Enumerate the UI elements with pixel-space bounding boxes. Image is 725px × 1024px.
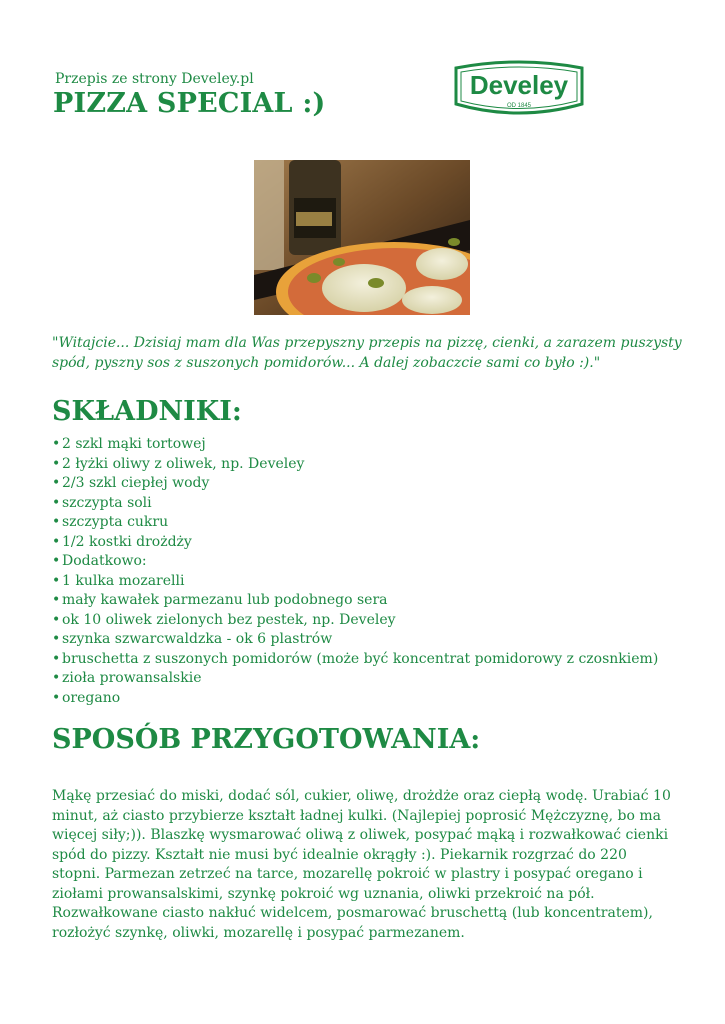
- ingredient-text: 1/2 kostki drożdży: [62, 533, 192, 550]
- ingredient-text: mały kawałek parmezanu lub podobnego sera: [62, 592, 388, 608]
- bullet-icon: •: [52, 611, 61, 628]
- list-item: [52, 689, 658, 709]
- ingredient-text: bruschetta z suszonych pomidorów (może być koncentrat pomidorowy z czosnkiem): [62, 650, 659, 667]
- ingredients-list: [52, 435, 658, 708]
- ingredient-text: 2/3 szkl ciepłej wody: [62, 475, 210, 491]
- ingredient-text: szczypta soli: [62, 494, 152, 511]
- ingredient-text: szynka szwarcwaldzka - ok 6 plastrów: [62, 631, 333, 647]
- source-line: Przepis ze strony Develey.pl: [55, 71, 254, 87]
- list-item: [52, 474, 658, 494]
- list-item: [52, 513, 658, 533]
- bullet-icon: •: [52, 475, 61, 491]
- list-item: [52, 611, 658, 631]
- bullet-icon: •: [52, 650, 61, 667]
- logo-subtext: OD 1845: [506, 103, 532, 109]
- ingredient-text: oregano: [62, 689, 121, 706]
- ingredients-heading: SKŁADNIKI:: [52, 396, 242, 427]
- intro-quote: "Witajcie... Dzisiaj mam dla Was przepyszny przepis na pizzę, cienki, a zarazem puszysty spód, pyszny sos z suszonych pomidorów... A dalej zobaczcie sami co było :).": [52, 335, 682, 371]
- bullet-icon: •: [52, 494, 61, 511]
- list-item: [52, 669, 658, 689]
- bullet-icon: •: [52, 514, 61, 530]
- bullet-icon: •: [52, 553, 61, 569]
- method-heading: SPOSÓB PRZYGOTOWANIA:: [52, 724, 481, 755]
- list-item: [52, 572, 658, 592]
- recipe-title: PIZZA SPECIAL :): [53, 88, 326, 119]
- bullet-icon: •: [52, 572, 61, 589]
- bullet-icon: •: [52, 436, 61, 452]
- list-item: [52, 552, 658, 572]
- list-item: [52, 435, 658, 455]
- ingredient-text: ok 10 oliwek zielonych bez pestek, np. Develey: [62, 611, 396, 628]
- bullet-icon: •: [52, 533, 61, 550]
- ingredient-text: Dodatkowo:: [62, 553, 147, 569]
- ingredient-text: szczypta cukru: [62, 514, 169, 530]
- ingredient-text: 2 łyżki oliwy z oliwek, np. Develey: [62, 455, 305, 472]
- list-item: [52, 533, 658, 553]
- bullet-icon: •: [52, 631, 61, 647]
- ingredient-text: 2 szkl mąki tortowej: [62, 436, 206, 452]
- list-item: [52, 455, 658, 475]
- logo-wordmark: Develey: [469, 70, 569, 100]
- list-item: [52, 650, 658, 670]
- list-item: [52, 591, 658, 611]
- method-text: Mąkę przesiać do miski, dodać sól, cukier, oliwę, drożdże oraz ciepłą wodę. Urabiać 10 minut, aż ciasto przybierze kształt ładnej kulki. (Najlepiej poprosić Mężczyznę, bo ma więcej siły;)). Blaszkę wysmarować oliwą z oliwek, posypać mąką i rozwałkować cienki spód do pizzy. Kształt nie musi być idealnie okrągły :). Piekarnik rozgrzać do 220 stopni. Parmezan zetrzeć na tarce, mozarellę pokroić w plastry i posypać oregano i ziołami prowansalskimi, szynkę pokroić wg uznania, oliwki przekroić na pół. Rozwałkowane ciasto nakłuć widelcem, posmarować bruschettą (lub koncentratem), rozłożyć szynkę, oliwki, mozarellę i posypać parmezanem.: [52, 788, 671, 941]
- ingredient-text: 1 kulka mozarelli: [62, 572, 185, 589]
- list-item: [52, 494, 658, 514]
- bullet-icon: •: [52, 670, 61, 686]
- bullet-icon: •: [52, 689, 61, 706]
- bullet-icon: •: [52, 455, 61, 472]
- list-item: [52, 630, 658, 650]
- develey-logo: [450, 58, 588, 120]
- bullet-icon: •: [52, 592, 61, 608]
- pizza-photo: [254, 160, 470, 315]
- ingredient-text: zioła prowansalskie: [62, 670, 202, 686]
